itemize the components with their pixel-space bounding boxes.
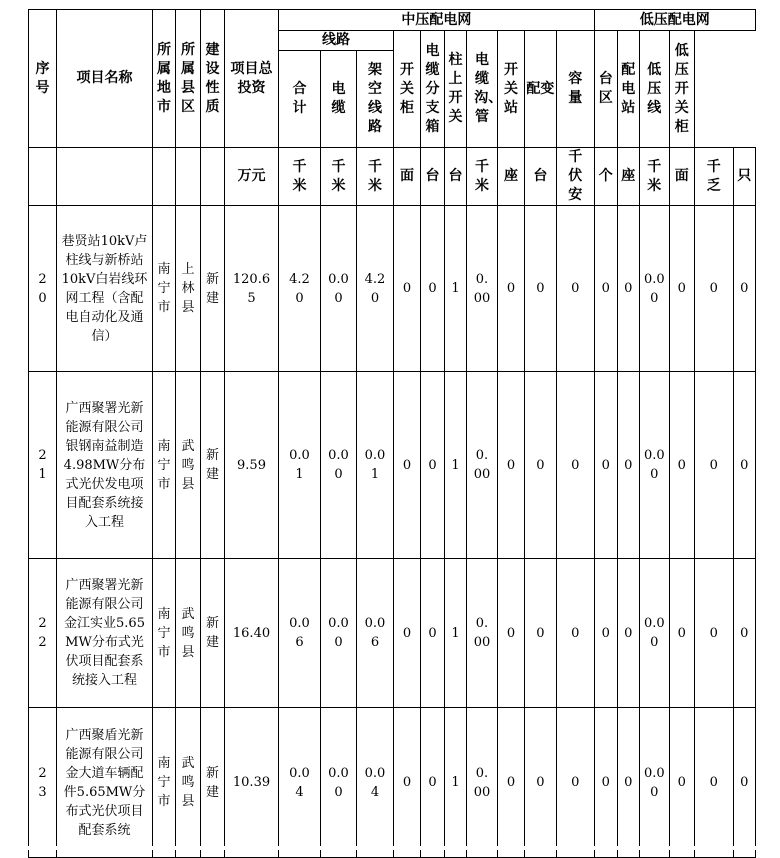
cell-pole-switch: 1 [445, 206, 467, 372]
unit-capacity: 千伏安 [556, 148, 594, 206]
header-total: 合计 [279, 51, 321, 148]
cell-switch-station: 0 [498, 206, 525, 372]
header-cable: 电缆 [321, 51, 357, 148]
cell-switchgear: 0 [394, 206, 421, 372]
cell-overhead: 0.01 [357, 372, 394, 559]
cell-meter: 0 [733, 559, 755, 708]
cell-county: 武鸣县 [176, 559, 201, 708]
header-lv-group: 低压配电网 [594, 10, 755, 31]
cell-capacity: 0 [556, 206, 594, 372]
unit-city [153, 148, 176, 206]
cell-switch-station: 0 [498, 708, 525, 858]
cell-lv-line: 0.00 [639, 206, 669, 372]
cell-trench: 0.00 [467, 206, 498, 372]
cell-total: 4.20 [279, 206, 321, 372]
cell-reactive: 0 [694, 206, 733, 372]
header-name: 项目名称 [57, 10, 153, 148]
cell-seq: 21 [29, 372, 57, 559]
cell-lv-switchgear: 0 [669, 372, 694, 559]
cell-transformer: 0 [525, 372, 557, 559]
table-header [29, 10, 756, 148]
cell-trench: 0.00 [467, 708, 498, 858]
table-row [29, 206, 756, 372]
unit-total: 千米 [279, 148, 321, 206]
cell-county: 上林县 [176, 206, 201, 372]
cell-name: 广西聚盾光新能源有限公司金大道车辆配件5.65MW分布式光伏项目配套系统 [57, 708, 153, 858]
unit-cable: 千米 [321, 148, 357, 206]
cell-city: 南宁市 [153, 206, 176, 372]
cell-substation: 0 [617, 708, 639, 858]
unit-transformer: 台 [525, 148, 557, 206]
cell-name: 广西聚署光新能源有限公司金江实业5.65MW分布式光伏项目配套系统接入工程 [57, 559, 153, 708]
cell-meter: 0 [733, 206, 755, 372]
project-table [28, 9, 756, 858]
unit-county [176, 148, 201, 206]
cell-nature: 新建 [201, 206, 225, 372]
header-area: 台区 [594, 31, 617, 148]
unit-invest: 万元 [225, 148, 279, 206]
header-overhead: 架空线路 [357, 51, 394, 148]
header-invest: 项目总投资 [225, 10, 279, 148]
cell-branch-box: 0 [421, 708, 445, 858]
table-body [29, 148, 756, 858]
header-capacity: 容量 [556, 31, 594, 148]
cell-area: 0 [594, 708, 617, 858]
unit-lv-switchgear: 面 [669, 148, 694, 206]
cell-reactive: 0 [694, 708, 733, 858]
unit-substation: 座 [617, 148, 639, 206]
header-trench: 电缆沟、管 [467, 31, 498, 148]
table-row [29, 708, 756, 858]
cell-reactive: 0 [694, 559, 733, 708]
cell-lv-line: 0.00 [639, 708, 669, 858]
cell-cable: 0.00 [321, 559, 357, 708]
cell-substation: 0 [617, 372, 639, 559]
unit-area: 个 [594, 148, 617, 206]
cell-switchgear: 0 [394, 559, 421, 708]
unit-row [29, 148, 756, 206]
unit-seq [29, 148, 57, 206]
header-lv-line: 低压线 [639, 31, 669, 148]
cell-overhead: 4.20 [357, 206, 394, 372]
cell-meter: 0 [733, 372, 755, 559]
cell-trench: 0.00 [467, 559, 498, 708]
cell-total: 0.06 [279, 559, 321, 708]
cell-transformer: 0 [525, 206, 557, 372]
unit-meter: 只 [733, 148, 755, 206]
unit-branch-box: 台 [421, 148, 445, 206]
cell-lv-line: 0.00 [639, 559, 669, 708]
cell-branch-box: 0 [421, 372, 445, 559]
cell-invest: 9.59 [225, 372, 279, 559]
unit-nature [201, 148, 225, 206]
cell-cable: 0.00 [321, 206, 357, 372]
cell-switch-station: 0 [498, 372, 525, 559]
cell-total: 0.04 [279, 708, 321, 858]
cell-switchgear: 0 [394, 372, 421, 559]
table-row [29, 559, 756, 708]
cell-pole-switch: 1 [445, 559, 467, 708]
page-bottom-edge [0, 846, 780, 850]
cell-area: 0 [594, 206, 617, 372]
cell-seq: 23 [29, 708, 57, 858]
cell-pole-switch: 1 [445, 372, 467, 559]
header-transformer: 配变 [525, 31, 557, 148]
cell-overhead: 0.04 [357, 708, 394, 858]
cell-cable: 0.00 [321, 708, 357, 858]
cell-switch-station: 0 [498, 559, 525, 708]
cell-capacity: 0 [556, 372, 594, 559]
cell-cable: 0.00 [321, 372, 357, 559]
unit-overhead: 千米 [357, 148, 394, 206]
header-switch-station: 开关站 [498, 31, 525, 148]
cell-capacity: 0 [556, 708, 594, 858]
cell-nature: 新建 [201, 559, 225, 708]
cell-trench: 0.00 [467, 372, 498, 559]
cell-area: 0 [594, 372, 617, 559]
cell-transformer: 0 [525, 708, 557, 858]
header-pole-switch: 柱上开关 [445, 31, 467, 148]
unit-trench: 千米 [467, 148, 498, 206]
cell-total: 0.01 [279, 372, 321, 559]
cell-substation: 0 [617, 559, 639, 708]
cell-name: 巷贤站10kV卢柱线与新桥站10kV白岩线环网工程（含配电自动化及通信） [57, 206, 153, 372]
cell-substation: 0 [617, 206, 639, 372]
header-county: 所属县区 [176, 10, 201, 148]
cell-branch-box: 0 [421, 206, 445, 372]
table-row [29, 372, 756, 559]
header-seq: 序号 [29, 10, 57, 148]
cell-capacity: 0 [556, 559, 594, 708]
cell-lv-switchgear: 0 [669, 559, 694, 708]
unit-reactive: 千乏 [694, 148, 733, 206]
cell-invest: 10.39 [225, 708, 279, 858]
unit-lv-line: 千米 [639, 148, 669, 206]
unit-pole-switch: 台 [445, 148, 467, 206]
header-city: 所属地市 [153, 10, 176, 148]
cell-county: 武鸣县 [176, 372, 201, 559]
header-substation: 配电站 [617, 31, 639, 148]
unit-switchgear: 面 [394, 148, 421, 206]
cell-city: 南宁市 [153, 559, 176, 708]
cell-branch-box: 0 [421, 559, 445, 708]
cell-lv-line: 0.00 [639, 372, 669, 559]
cell-invest: 120.65 [225, 206, 279, 372]
cell-meter: 0 [733, 708, 755, 858]
cell-lv-switchgear: 0 [669, 708, 694, 858]
unit-name [57, 148, 153, 206]
header-lines-group: 线路 [279, 31, 394, 51]
header-nature: 建设性质 [201, 10, 225, 148]
header-lv-switchgear: 低压开关柜 [669, 31, 694, 148]
unit-switch-station: 座 [498, 148, 525, 206]
cell-invest: 16.40 [225, 559, 279, 708]
cell-city: 南宁市 [153, 372, 176, 559]
cell-county: 武鸣县 [176, 708, 201, 858]
cell-seq: 20 [29, 206, 57, 372]
cell-seq: 22 [29, 559, 57, 708]
cell-reactive: 0 [694, 372, 733, 559]
header-branch-box: 电缆分支箱 [421, 31, 445, 148]
cell-overhead: 0.06 [357, 559, 394, 708]
cell-pole-switch: 1 [445, 708, 467, 858]
cell-city: 南宁市 [153, 708, 176, 858]
cell-nature: 新建 [201, 372, 225, 559]
cell-area: 0 [594, 559, 617, 708]
cell-lv-switchgear: 0 [669, 206, 694, 372]
header-mv-group: 中压配电网 [279, 10, 595, 31]
cell-transformer: 0 [525, 559, 557, 708]
cell-switchgear: 0 [394, 708, 421, 858]
cell-nature: 新建 [201, 708, 225, 858]
cell-name: 广西聚署光新能源有限公司银钢南益制造4.98MW分布式光伏发电项目配套系统接入工程 [57, 372, 153, 559]
header-switchgear: 开关柜 [394, 31, 421, 148]
